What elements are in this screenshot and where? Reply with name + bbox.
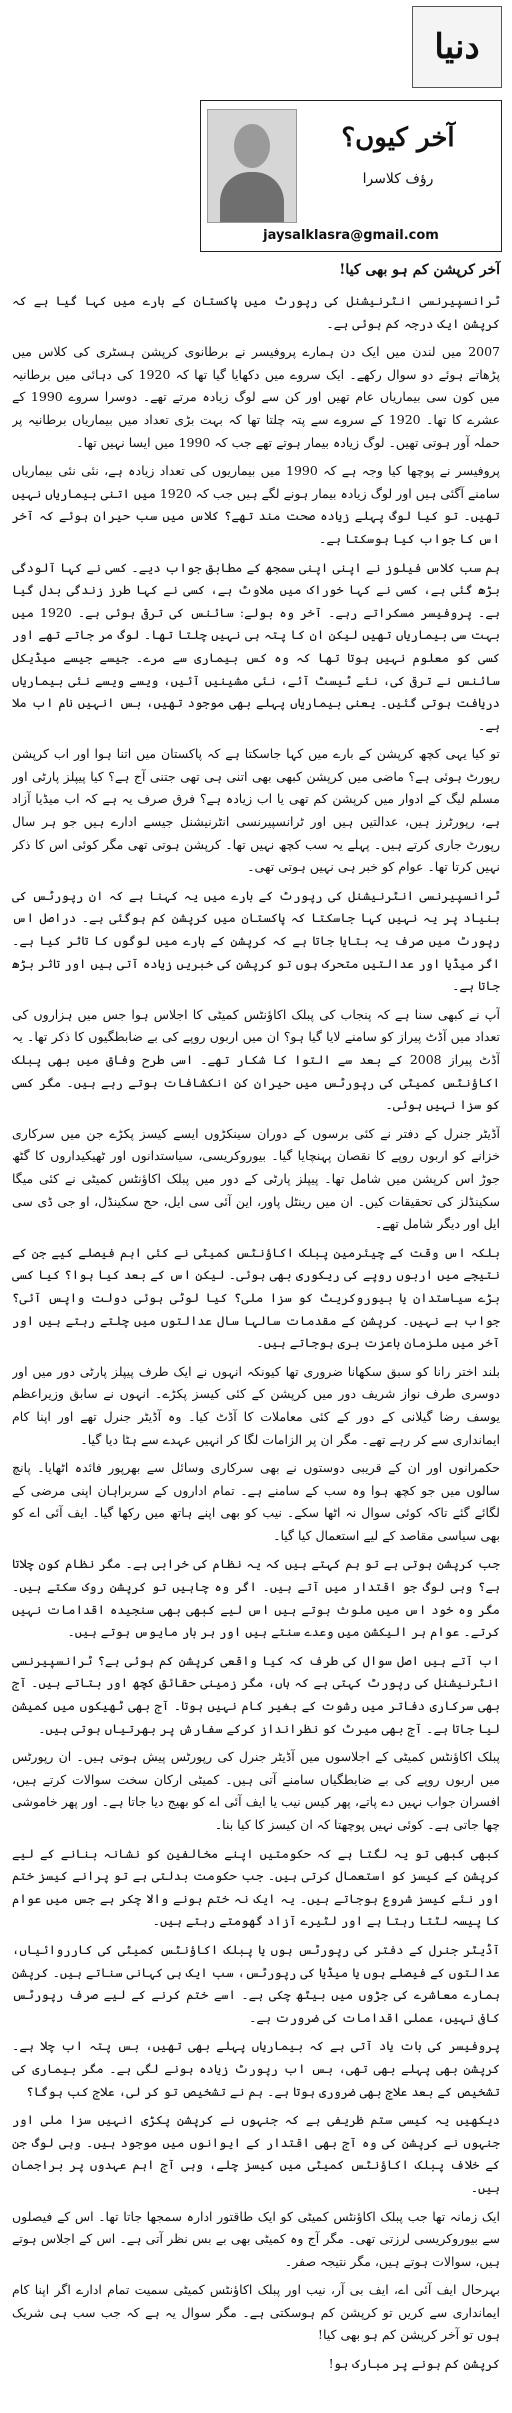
article-paragraph: تو کیا یہی کچھ کرپشن کے بارے میں کہا جاسکتا ہے کہ پاکستان میں اتنا ہوا اور اب کرپشن رپورٹ ہوئی ہے؟ ماضی میں کرپشن کبھی بھی اتنی ہی تھی جتنی آج ہے؟ کیا پیپلز پارٹی اور مسلم لیگ کے ادوار میں کرپشن کم تھی یا اب زیادہ ہے؟ فرق صرف یہ ہے کہ اب میڈیا آزاد ہے، رپورٹرز ہیں، عدالتیں ہیں اور ٹرانسپیرنسی انٹرنیشنل جیسے ادارے ہیں جو ہر سال رپورٹ جاری کرتے ہیں۔ پہلے یہ سب کچھ نہیں تھا۔ کرپشن ہوتی تھی مگر کوئی اس کا ذکر نہیں کرتا تھا۔ عوام کو خبر ہی نہیں ہوتی تھی۔	[12, 746, 500, 875]
column-title: آخر کیوں؟	[341, 123, 455, 153]
article-paragraph: جب کرپشن ہوتی ہے تو ہم کہتے ہیں کہ یہ نظام کی خرابی ہے۔ مگر نظام کون چلاتا ہے؟ وہی لوگ جو اقتدار میں آتے ہیں۔ اگر وہ چاہیں تو کرپشن روک سکتے ہیں۔ مگر وہ خود اس میں ملوث ہوتے ہیں اس لیے کبھی بھی سنجیدہ اقدامات نہیں کرتے۔ عوام ہر الیکشن میں وعدے سنتے ہیں اور ہر بار مایوس ہوتے ہیں۔	[12, 1556, 500, 1640]
article-paragraph: پروفیسر کی بات یاد آتی ہے کہ بیماریاں پہلے بھی تھیں، بس پتہ اب چلا ہے۔ کرپشن بھی پہلے بھی تھی، بس اب رپورٹ زیادہ ہونے لگی ہے۔ مگر بیماری کی تشخیص کے بعد علاج بھی ضروری ہوتا ہے۔ ہم نے تشخیص تو کر لی، علاج کب ہوگا؟	[12, 2038, 500, 2099]
article-paragraph: ٹرانسپیرنسی انٹرنیشنل کی رپورٹ میں پاکستان کے بارے میں کہا گیا ہے کہ کرپشن ایک درجہ کم ہوئی ہے۔	[12, 293, 500, 331]
article-paragraph: کبھی کبھی تو یہ لگتا ہے کہ حکومتیں اپنے مخالفین کو نشانہ بنانے کے لیے کرپشن کے کیسز کو استعمال کرتی ہیں۔ جب حکومت بدلتی ہے تو پرانے کیسز ختم اور نئے کیسز شروع ہوجاتے ہیں۔ یہ ایک نہ ختم ہونے والا چکر ہے جس میں عوام کا پیسہ لٹتا رہتا ہے اور لٹیرے آزاد گھومتے رہتے ہیں۔	[12, 1845, 500, 1929]
article-paragraph: بلکہ اس وقت کے چیئرمین پبلک اکاؤنٹس کمیٹی نے کئی اہم فیصلے کیے جن کے نتیجے میں اربوں روپے کی ریکوری بھی ہوئی۔ لیکن اس کے بعد کیا ہوا؟ کیا کسی بڑے سیاستدان یا بیوروکریٹ کو سزا ملی؟ کیا لوٹی ہوئی دولت واپس آئی؟ جواب ہے نہیں۔ کرپشن کے مقدمات سالہا سال عدالتوں میں چلتے رہتے ہیں اور آخر میں ملزمان باعزت بری ہوجاتے ہیں۔	[12, 1244, 500, 1351]
author-head-shape	[234, 124, 270, 168]
dunya-logo-icon: دنیا	[434, 27, 480, 67]
author-name: رؤف کلاسرا	[362, 171, 434, 187]
article-paragraph: کرپشن کم ہونے پر مبارک ہو!	[328, 2356, 500, 2372]
author-body-shape	[220, 172, 284, 222]
article-paragraph: دیکھیں یہ کیسی ستم ظریفی ہے کہ جنہوں نے کرپشن پکڑی انہیں سزا ملی اور جنہوں نے کرپشن کی وہ آج بھی اقتدار کے ایوانوں میں موجود ہیں۔ وہی لوگ جن کے خلاف پبلک اکاؤنٹس کمیٹی میں کیسز چلے، وہی آج اہم عہدوں پر براجمان ہیں۔	[12, 2112, 500, 2195]
article-paragraph: 2007 میں لندن میں ایک دن ہمارے پروفیسر نے برطانوی کرپشن ہسٹری کی کلاس میں پڑھاتے ہوئے دو سوال رکھے۔ ایک سروے میں دکھایا گیا تھا کہ 1920 کی دہائی میں برطانیہ میں کون سی بیماریاں عام تھیں اور کن سے لوگ زیادہ مرتے تھے۔ دوسرا سروے 1990 کے عشرے کا تھا۔ 1920 کے سروے سے پتہ چلتا تھا کہ بہت بڑی تعداد میں بیماریاں برطانیہ پر حملہ آور ہوتی تھیں۔ لوگ زیادہ بیمار ہوتے تھے جب کہ 1990 میں ایسا نہیں تھا۔	[12, 344, 500, 450]
author-email: jaysalklasra@gmail.com	[263, 228, 439, 243]
article-paragraph: ایک زمانہ تھا جب پبلک اکاؤنٹس کمیٹی کو ایک طاقتور ادارہ سمجھا جاتا تھا۔ اس کے فیصلوں سے بیوروکریسی لرزتی تھی۔ مگر آج وہ کمیٹی بھی بے بس نظر آتی ہے۔ اس کے اجلاس ہوتے ہیں، سوالات ہوتے ہیں، مگر نتیجہ صفر۔	[12, 2208, 500, 2269]
article-paragraph: پروفیسر نے پوچھا کیا وجہ ہے کہ 1990 میں بیماریوں کی تعداد زیادہ ہے، نئی نئی بیماریاں سامنے آگئی ہیں اور لوگ زیادہ بیمار ہونے لگے ہیں جب کہ 1920 میں اتنی بیماریاں نہیں تھیں۔ تو کیا لوگ پہلے زیادہ صحت مند تھے؟ کلاس میں سب حیران ہوئے کہ آخر اس کا جواب کیا ہوسکتا ہے۔	[12, 463, 500, 546]
column-header	[200, 100, 502, 252]
article-paragraph: آڈیٹر جنرل کے دفتر نے کئی برسوں کے دوران سینکڑوں ایسے کیسز پکڑے جن میں سرکاری خزانے کو اربوں روپے کا نقصان پہنچایا گیا۔ بیوروکریسی، سیاستدانوں اور ٹھیکیداروں کا گٹھ جوڑ اس کرپشن میں شامل تھا۔ پیپلز پارٹی کے دور میں پبلک اکاؤنٹس کمیٹی نے کئی میگا سکینڈلز کی تحقیقات کیں۔ ان میں رینٹل پاور، این آئی سی ایل، حج سکینڈل، او جی ڈی سی ایل اور دیگر شامل تھے۔	[12, 1125, 500, 1232]
article-paragraph: ٹرانسپیرنسی انٹرنیشنل کی رپورٹ کے بارے میں یہ کہنا ہے کہ ان رپورٹس کی بنیاد پر یہ نہیں کہا جاسکتا کہ پاکستان میں کرپشن کم ہوگئی ہے۔ دراصل اس رپورٹ میں صرف یہ بتایا جاتا ہے کہ کرپشن کے بارے میں لوگوں کا تاثر کیا ہے۔ اگر میڈیا اور عدالتیں متحرک ہوں تو کرپشن کی خبریں زیادہ آتی ہیں اور تاثر بڑھ جاتا ہے۔	[12, 887, 500, 994]
article-paragraph: پبلک اکاؤنٹس کمیٹی کے اجلاسوں میں آڈیٹر جنرل کی رپورٹس پیش ہوتی ہیں۔ ان رپورٹس میں اربوں روپے کی بے ضابطگیاں سامنے آتی ہیں۔ کمیٹی ارکان سخت سوالات کرتے ہیں، افسران جواب نہیں دے پاتے، پھر کیس نیب یا ایف آئی اے کو بھیج دیا جاتا ہے۔ اور پھر خاموشی چھا جاتی ہے۔ کوئی نہیں پوچھتا کہ ان کیسز کا کیا بنا۔	[12, 1749, 500, 1832]
author-photo-icon	[207, 109, 297, 223]
article-paragraph: ہم سب کلاس فیلوز نے اپنی اپنی سمجھ کے مطابق جواب دیے۔ کسی نے کہا آلودگی بڑھ گئی ہے، کسی نے کہا خوراک میں ملاوٹ ہے، کسی نے کہا طرز زندگی بدل گیا ہے۔ پروفیسر مسکراتے رہے۔ آخر وہ بولے: سائنس کی ترقی ہوئی ہے۔ 1920 میں بہت سی بیماریاں تھیں لیکن ان کا پتہ ہی نہیں چلتا تھا۔ لوگ مر جاتے تھے اور کسی کو معلوم نہیں ہوتا تھا کہ وہ کس بیماری سے مرے۔ جیسے جیسے میڈیکل سائنس نے ترقی کی، نئے ٹیسٹ آئے، نئی مشینیں آئیں، ویسے ویسے نئی بیماریاں دریافت ہوتی گئیں۔ یعنی بیماریاں پہلے بھی موجود تھیں، بس انہیں نام اب ملا ہے۔	[12, 559, 500, 733]
article-paragraph: حکمرانوں اور ان کے قریبی دوستوں نے بھی سرکاری وسائل سے بھرپور فائدہ اٹھایا۔ پانچ سالوں میں جو کچھ ہوا وہ سب کے سامنے ہے۔ تمام اداروں کے سربراہان اپنی مرضی کے لگائے گئے تاکہ کوئی سوال نہ اٹھا سکے۔ نیب کو بھی اپنے ہاتھ میں رکھا گیا۔ ایف آئی اے کو بھی سیاسی مقاصد کے لیے استعمال کیا گیا۔	[12, 1460, 500, 1543]
article-paragraph: آپ نے کبھی سنا ہے کہ پنجاب کی پبلک اکاؤنٹس کمیٹی کا اجلاس ہوا جس میں ہزاروں کی تعداد میں آڈٹ پیراز کو سامنے لایا گیا ہو؟ ان میں اربوں روپے کی بے ضابطگیوں کا ذکر تھا۔ یہ آڈٹ پیراز 2008 کے بعد سے التوا کا شکار تھے۔ اسی طرح وفاق میں بھی پبلک اکاؤنٹس کمیٹی کی رپورٹس میں حیران کن انکشافات ہوتے رہے ہیں۔ مگر کسی کو سزا نہیں ہوئی۔	[12, 1006, 500, 1113]
article-paragraph: بہرحال ایف آئی اے، ایف بی آر، نیب اور پبلک اکاؤنٹس کمیٹی سمیت تمام ادارے اگر اپنا کام ایمانداری سے کریں تو کرپشن کم ہوسکتی ہے۔ مگر سوال یہ ہے کہ جب سب ہی شریک ہوں تو آخر کرپشن کم ہو بھی کیا!	[12, 2282, 500, 2343]
newspaper-logo	[412, 6, 502, 88]
article-paragraph: آڈیٹر جنرل کے دفتر کی رپورٹس ہوں یا پبلک اکاؤنٹس کمیٹی کی کارروائیاں، عدالتوں کے فیصلے ہوں یا میڈیا کی رپورٹس، سب ایک ہی کہانی سناتے ہیں۔ کرپشن ہمارے معاشرے کی جڑوں میں بیٹھ چکی ہے۔ اسے ختم کرنے کے لیے صرف رپورٹس کافی نہیں، عملی اقدامات کی ضرورت ہے۔	[12, 1941, 500, 2025]
article-paragraph: بلند اختر رانا کو سبق سکھانا ضروری تھا کیونکہ انہوں نے ایک طرف پیپلز پارٹی دور میں اور دوسری طرف نواز شریف دور میں کرپشن کے کئی کیسز پکڑے۔ انہوں نے سابق وزیراعظم یوسف رضا گیلانی کے دور کے کئی معاملات کا آڈٹ کیا۔ وہ آڈیٹر جنرل تھے اور اپنا کام ایمانداری سے کر رہے تھے۔ مگر ان پر الزامات لگا کر انہیں عہدے سے ہٹا دیا گیا۔	[12, 1363, 500, 1447]
article-title: آخر کرپشن کم ہو بھی کیا!	[339, 262, 500, 278]
article-body	[12, 290, 500, 2400]
article-paragraph: اب آتے ہیں اصل سوال کی طرف کہ کیا واقعی کرپشن کم ہوئی ہے؟ ٹرانسپیرنسی انٹرنیشنل کی رپورٹ کہتی ہے کہ ہاں، مگر زمینی حقائق کچھ اور بتاتے ہیں۔ آج بھی سرکاری دفاتر میں رشوت کے بغیر کام نہیں ہوتا۔ آج بھی ٹھیکوں میں کمیشن لیا جاتا ہے۔ آج بھی میرٹ کو نظرانداز کرکے سفارش پر بھرتیاں ہوتی ہیں۔	[12, 1652, 500, 1736]
